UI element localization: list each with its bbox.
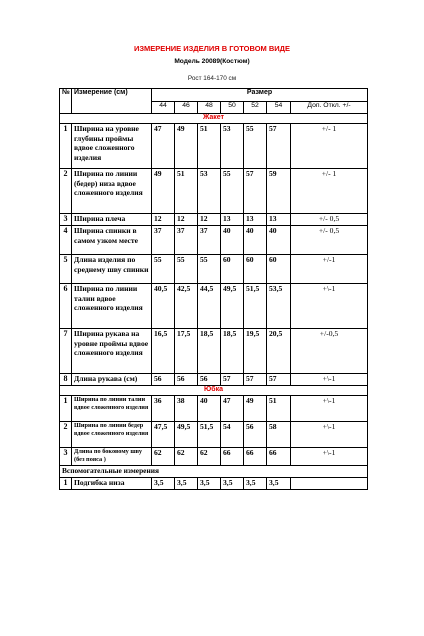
tolerance-value: +\-1 [291, 448, 368, 466]
tolerance-value: +/-1 [291, 255, 368, 284]
section-label-skirt: Юбка [60, 386, 368, 396]
row-number: 3 [60, 214, 72, 226]
size-value: 60 [221, 255, 244, 284]
size-value: 18,5 [221, 329, 244, 374]
size-value: 13 [267, 214, 291, 226]
row-number: 1 [60, 477, 72, 489]
size-value: 3,5 [267, 477, 291, 489]
header-size: Размер [152, 89, 368, 102]
table-row [60, 226, 368, 255]
row-number: 1 [60, 124, 72, 169]
table-row [60, 169, 368, 214]
tolerance-value: +/- 1 [291, 124, 368, 169]
size-value: 66 [244, 448, 267, 466]
measurement-name: Ширина по линии (бедер) низа вдвое сложенного изделия [72, 169, 152, 214]
size-value: 47,5 [152, 422, 175, 448]
size-value: 37 [152, 226, 175, 255]
size-value: 66 [267, 448, 291, 466]
size-value: 49 [244, 396, 267, 422]
size-value: 56 [244, 422, 267, 448]
row-number: 4 [60, 226, 72, 255]
size-value: 56 [152, 374, 175, 386]
size-value: 62 [175, 448, 198, 466]
size-value: 56 [198, 374, 221, 386]
measurement-name: Ширина спинки в самом узком месте [72, 226, 152, 255]
model-name: Модель 20089(Костюм) [174, 58, 250, 65]
section-label-aux: Вспомогательные измерения [60, 465, 368, 477]
measurement-table [59, 88, 368, 490]
measurement-name: Длина по боковому шву (без пояса ) [72, 448, 152, 466]
size-value: 47 [221, 396, 244, 422]
size-value: 3,5 [175, 477, 198, 489]
size-value: 19,5 [244, 329, 267, 374]
document-title: ИЗМЕРЕНИЕ ИЗДЕЛИЯ В ГОТОВОМ ВИДЕ [133, 44, 291, 53]
tolerance-value: +\-1 [291, 284, 368, 329]
size-value: 13 [244, 214, 267, 226]
table-row [60, 284, 368, 329]
size-col-header: 52 [244, 102, 267, 114]
size-value: 49 [175, 124, 198, 169]
tolerance-value: +/- 0,5 [291, 214, 368, 226]
size-col-header: 46 [175, 102, 198, 114]
size-value: 47 [152, 124, 175, 169]
measurement-name: Подгибка низа [72, 477, 152, 489]
tolerance-value: +\-1 [291, 374, 368, 386]
size-value: 54 [221, 422, 244, 448]
size-value: 57 [221, 374, 244, 386]
size-value: 55 [198, 255, 221, 284]
size-col-header: 44 [152, 102, 175, 114]
size-value: 55 [152, 255, 175, 284]
section-row-jacket [60, 114, 368, 124]
size-value: 37 [198, 226, 221, 255]
header-num: № [60, 89, 72, 114]
size-value: 57 [244, 374, 267, 386]
tolerance-header: Доп. Откл. +/- [291, 102, 368, 114]
tolerance-value: +/- 1 [291, 169, 368, 214]
size-value: 56 [175, 374, 198, 386]
size-value: 44,5 [198, 284, 221, 329]
table-row [60, 477, 368, 489]
measurement-name: Ширина по линии талии вдвое сложенного изделия [72, 284, 152, 329]
header-row [60, 89, 368, 102]
table-row [60, 214, 368, 226]
row-number: 8 [60, 374, 72, 386]
table-row [60, 124, 368, 169]
row-number: 2 [60, 422, 72, 448]
row-number: 2 [60, 169, 72, 214]
height-range: Рост 164-170 см [187, 75, 237, 82]
measurement-name: Длина изделия по среднему шву спинки [72, 255, 152, 284]
measurement-name: Ширина по линии бедер вдвое сложенного изделия [72, 422, 152, 448]
tolerance-value: +\-1 [291, 396, 368, 422]
size-value: 60 [244, 255, 267, 284]
table-row [60, 374, 368, 386]
size-value: 42,5 [175, 284, 198, 329]
table-row [60, 448, 368, 466]
size-value: 40 [198, 396, 221, 422]
aux-rows [60, 477, 368, 489]
size-value: 62 [198, 448, 221, 466]
size-value: 49,5 [175, 422, 198, 448]
size-col-header: 50 [221, 102, 244, 114]
row-number: 1 [60, 396, 72, 422]
size-value: 3,5 [198, 477, 221, 489]
row-number: 3 [60, 448, 72, 466]
size-value: 3,5 [244, 477, 267, 489]
size-value: 38 [175, 396, 198, 422]
size-value: 66 [221, 448, 244, 466]
size-value: 59 [267, 169, 291, 214]
row-number: 7 [60, 329, 72, 374]
size-value: 40,5 [152, 284, 175, 329]
size-value: 12 [198, 214, 221, 226]
size-col-header: 48 [198, 102, 221, 114]
size-col-header: 54 [267, 102, 291, 114]
size-value: 51 [198, 124, 221, 169]
size-value: 53,5 [267, 284, 291, 329]
table-row [60, 255, 368, 284]
size-value: 57 [267, 124, 291, 169]
tolerance-value: +/- 0,5 [291, 226, 368, 255]
size-value: 20,5 [267, 329, 291, 374]
size-value: 16,5 [152, 329, 175, 374]
measurement-name: Ширина на уровне глубины проймы вдвое сложенного изделия [72, 124, 152, 169]
measurement-name: Ширина плеча [72, 214, 152, 226]
measurement-name: Ширина по линии талии вдвое сложенного изделия [72, 396, 152, 422]
size-value: 57 [267, 374, 291, 386]
size-value: 13 [221, 214, 244, 226]
size-value: 3,5 [152, 477, 175, 489]
measurement-name: Ширина рукава на уровне проймы вдвое сложенного изделия [72, 329, 152, 374]
size-value: 53 [221, 124, 244, 169]
size-value: 40 [244, 226, 267, 255]
size-value: 55 [244, 124, 267, 169]
tolerance-value: +\-1 [291, 422, 368, 448]
size-value: 17,5 [175, 329, 198, 374]
header-measure: Измерение (см) [72, 89, 152, 114]
tolerance-value: +/-0,5 [291, 329, 368, 374]
table-row [60, 422, 368, 448]
size-value: 55 [221, 169, 244, 214]
size-value: 40 [267, 226, 291, 255]
size-value: 49 [152, 169, 175, 214]
size-value: 40 [221, 226, 244, 255]
section-row-aux [60, 465, 368, 477]
size-value: 12 [175, 214, 198, 226]
size-value: 36 [152, 396, 175, 422]
size-value: 49,5 [221, 284, 244, 329]
size-value: 18,5 [198, 329, 221, 374]
size-value: 58 [267, 422, 291, 448]
jacket-rows [60, 124, 368, 386]
section-label-jacket: Жакет [60, 114, 368, 124]
size-value: 51 [267, 396, 291, 422]
size-value: 51,5 [244, 284, 267, 329]
size-value: 51 [175, 169, 198, 214]
size-value: 37 [175, 226, 198, 255]
skirt-rows [60, 396, 368, 466]
tolerance-value [291, 477, 368, 489]
size-value: 60 [267, 255, 291, 284]
size-value: 3,5 [221, 477, 244, 489]
table-row [60, 329, 368, 374]
size-value: 12 [152, 214, 175, 226]
size-value: 53 [198, 169, 221, 214]
measurement-name: Длина рукава (см) [72, 374, 152, 386]
row-number: 6 [60, 284, 72, 329]
table-row [60, 396, 368, 422]
size-value: 55 [175, 255, 198, 284]
size-value: 57 [244, 169, 267, 214]
size-value: 51,5 [198, 422, 221, 448]
row-number: 5 [60, 255, 72, 284]
section-row-skirt [60, 386, 368, 396]
size-value: 62 [152, 448, 175, 466]
